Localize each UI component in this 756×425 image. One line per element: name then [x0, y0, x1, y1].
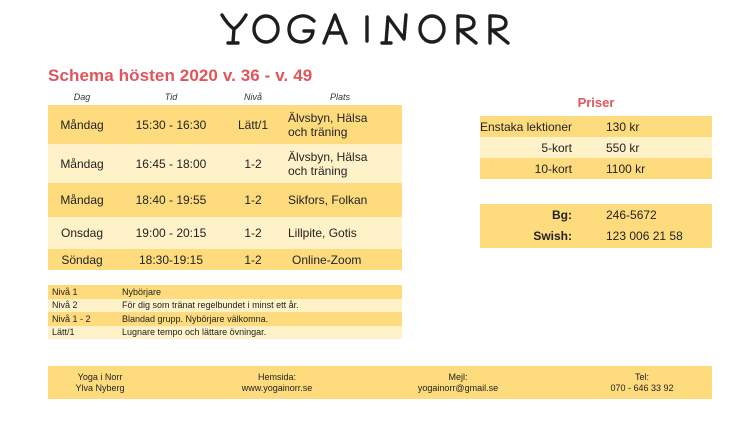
cell-dag: Måndag	[60, 117, 104, 132]
footer-tel	[610, 372, 673, 394]
cell-niva: 1-2	[244, 226, 262, 240]
level-desc: Blandad grupp. Nybörjare välkomna.	[122, 313, 269, 324]
level-code: Nivå 1	[52, 286, 78, 297]
price-row	[480, 116, 712, 137]
footer-tel-label: Tel:	[634, 372, 649, 382]
cell-dag: Söndag	[61, 252, 103, 267]
footer-mail-address[interactable]: yogainorr@gmail.se	[417, 383, 499, 393]
plats-line-2: och träning	[288, 124, 348, 139]
table-row	[48, 183, 402, 217]
footer-mail-label: Mejl:	[448, 372, 468, 382]
payment-row	[480, 204, 712, 225]
cell-niva: 1-2	[244, 193, 262, 207]
payment-row	[480, 225, 712, 246]
level-code: Lätt/1	[52, 327, 75, 338]
schedule-header	[48, 86, 402, 104]
cell-tid: 18:40 - 19:55	[135, 193, 207, 207]
header-plats: Plats	[329, 92, 351, 102]
list-item	[48, 299, 402, 313]
cell-plats: Online-Zoom	[292, 252, 362, 267]
footer-name	[75, 372, 124, 394]
table-row	[48, 217, 402, 249]
price-row	[480, 137, 712, 158]
header-niva: Nivå	[243, 92, 263, 102]
header-tid: Tid	[164, 92, 178, 102]
footer-website	[242, 372, 313, 394]
price-label: 10-kort	[534, 161, 572, 176]
schedule-table	[48, 105, 402, 270]
cell-dag: Onsdag	[60, 226, 104, 240]
cell-dag: Måndag	[60, 156, 104, 171]
cell-dag: Måndag	[60, 193, 104, 207]
cell-plats: Sikfors, Folkan	[288, 193, 368, 207]
schedule-title: Schema hösten 2020 v. 36 - v. 49	[48, 66, 313, 85]
prices-table	[480, 116, 712, 179]
footer-name-1: Yoga i Norr	[77, 372, 123, 382]
list-item	[48, 312, 402, 326]
cell-plats: Lillpite, Gotis	[288, 226, 357, 240]
payment-label: Bg:	[552, 207, 572, 222]
payment-box	[480, 204, 712, 248]
footer-web[interactable]: www.yogainorr.se	[241, 383, 313, 393]
price-value: 550 kr	[606, 140, 640, 155]
cell-tid: 15:30 - 16:30	[135, 117, 207, 132]
level-legend	[48, 285, 402, 339]
cell-tid: 18:30-19:15	[138, 252, 204, 267]
footer-name-2: Ylva Nyberg	[75, 383, 125, 393]
logo	[0, 4, 756, 54]
header-dag: Dag	[73, 92, 91, 102]
level-code: Nivå 2	[52, 300, 78, 311]
cell-niva: Lätt/1	[237, 117, 269, 132]
payment-value: 123 006 21 58	[606, 228, 683, 243]
yoga-i-norr-logo	[218, 9, 538, 49]
cell-tid: 19:00 - 20:15	[135, 226, 207, 240]
plats-line-1: Älvsbyn, Hälsa	[288, 110, 368, 125]
table-row	[48, 105, 402, 144]
footer-mail	[418, 372, 498, 394]
price-label: Enstaka lektioner	[479, 119, 572, 134]
footer-tel-number: 070 - 646 33 92	[610, 383, 674, 393]
level-code: Nivå 1 - 2	[52, 313, 91, 324]
cell-niva: 1-2	[244, 252, 262, 267]
price-value: 130 kr	[606, 119, 640, 134]
level-desc: Lugnare tempo och lättare övningar.	[122, 327, 267, 338]
payment-label: Swish:	[533, 228, 572, 243]
contact-footer	[48, 366, 712, 399]
list-item	[48, 285, 402, 299]
footer-web-label: Hemsida:	[257, 372, 297, 382]
cell-niva: 1-2	[244, 156, 262, 171]
cell-tid: 16:45 - 18:00	[135, 156, 207, 171]
level-desc: För dig som tränat regelbundet i minst ett år.	[122, 300, 299, 311]
table-row	[48, 249, 402, 270]
cell-plats	[288, 150, 367, 178]
cell-plats	[288, 111, 367, 139]
price-value: 1100 kr	[606, 161, 646, 176]
list-item	[48, 326, 402, 340]
prices-title: Priser	[577, 95, 615, 110]
level-desc: Nybörjare	[122, 286, 162, 297]
price-row	[480, 158, 712, 179]
plats-line-1: Älvsbyn, Hälsa	[288, 149, 368, 164]
plats-line-2: och träning	[288, 163, 348, 178]
table-row	[48, 144, 402, 183]
payment-value: 246-5672	[606, 207, 657, 222]
price-label: 5-kort	[541, 140, 572, 155]
